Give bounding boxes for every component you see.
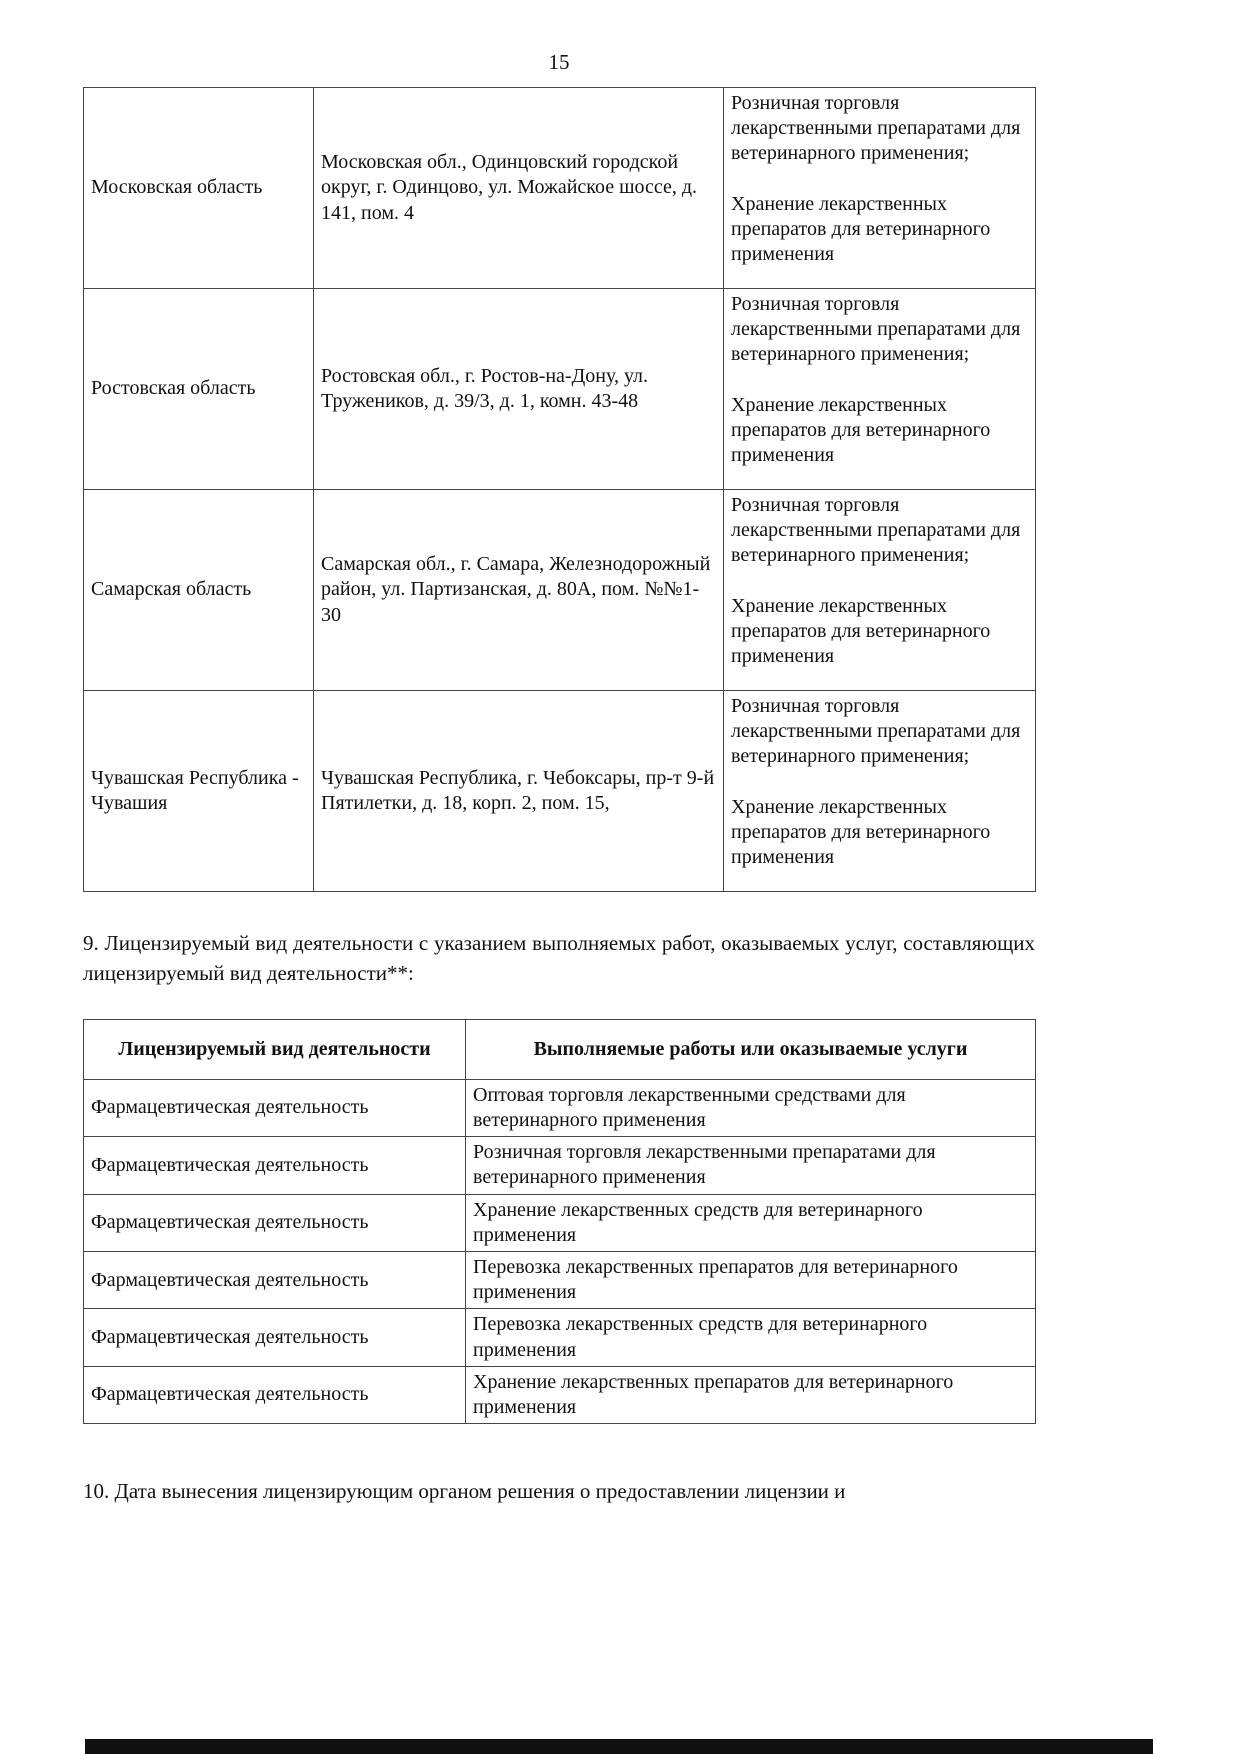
page-number: 15: [548, 50, 570, 74]
region-cell: Московская область: [84, 88, 314, 289]
activities-table: [83, 1019, 1036, 1424]
bottom-bar: [85, 1739, 1153, 1754]
region-cell: Самарская область: [84, 490, 314, 691]
table-row: [84, 490, 1036, 691]
table-row: [84, 1309, 1036, 1366]
section-9-paragraph: 9. Лицензируемый вид деятельности с указанием выполняемых работ, оказываемых услуг, составляющих лицензируемый вид деятельности**:: [83, 931, 1035, 986]
table-row: [84, 289, 1036, 490]
activity-cell: Фармацевтическая деятельность: [84, 1194, 466, 1251]
section-10-paragraph: 10. Дата вынесения лицензирующим органом решения о предоставлении лицензии и: [83, 1479, 846, 1504]
table-row: [84, 691, 1036, 892]
works-cell: [724, 691, 1036, 892]
activity-cell: Фармацевтическая деятельность: [84, 1079, 466, 1136]
activity-cell: Фармацевтическая деятельность: [84, 1366, 466, 1423]
document-page: [83, 0, 1035, 1507]
works-cell: [724, 88, 1036, 289]
activity-cell: Фармацевтическая деятельность: [84, 1309, 466, 1366]
service-cell: Розничная торговля лекарственными препаратами для ветеринарного применения: [466, 1137, 1036, 1194]
works-retail: Розничная торговля лекарственными препаратами для ветеринарного применения;: [731, 494, 1021, 567]
service-cell: Хранение лекарственных препаратов для ветеринарного применения: [466, 1366, 1036, 1423]
table-row: [84, 1079, 1036, 1136]
addresses-table: [83, 87, 1036, 892]
service-cell: Оптовая торговля лекарственными средствами для ветеринарного применения: [466, 1079, 1036, 1136]
table-header-row: [84, 1019, 1036, 1079]
works-retail: Розничная торговля лекарственными препаратами для ветеринарного применения;: [731, 695, 1021, 768]
column-header-services: Выполняемые работы или оказываемые услуги: [466, 1019, 1036, 1079]
table-row: [84, 1252, 1036, 1309]
region-cell: Ростовская область: [84, 289, 314, 490]
address-cell: Чувашская Республика, г. Чебоксары, пр-т 9-й Пятилетки, д. 18, корп. 2, пом. 15,: [314, 691, 724, 892]
table-row: [84, 1366, 1036, 1423]
service-cell: Перевозка лекарственных препаратов для ветеринарного применения: [466, 1252, 1036, 1309]
activity-cell: Фармацевтическая деятельность: [84, 1137, 466, 1194]
column-header-activity: Лицензируемый вид деятельности: [84, 1019, 466, 1079]
works-storage: Хранение лекарственных препаратов для ветеринарного применения: [731, 192, 991, 265]
works-retail: Розничная торговля лекарственными препаратами для ветеринарного применения;: [731, 293, 1021, 366]
table-row: [84, 1137, 1036, 1194]
service-cell: Перевозка лекарственных средств для ветеринарного применения: [466, 1309, 1036, 1366]
address-cell: Московская обл., Одинцовский городской округ, г. Одинцово, ул. Можайское шоссе, д. 141, пом. 4: [314, 88, 724, 289]
table-row: [84, 1194, 1036, 1251]
works-retail: Розничная торговля лекарственными препаратами для ветеринарного применения;: [731, 92, 1021, 165]
table-row: [84, 88, 1036, 289]
works-cell: [724, 289, 1036, 490]
address-cell: Ростовская обл., г. Ростов-на-Дону, ул. Тружеников, д. 39/3, д. 1, комн. 43-48: [314, 289, 724, 490]
activity-cell: Фармацевтическая деятельность: [84, 1252, 466, 1309]
works-storage: Хранение лекарственных препаратов для ветеринарного применения: [731, 594, 991, 667]
works-storage: Хранение лекарственных препаратов для ветеринарного применения: [731, 393, 991, 466]
works-storage: Хранение лекарственных препаратов для ветеринарного применения: [731, 795, 991, 868]
works-cell: [724, 490, 1036, 691]
service-cell: Хранение лекарственных средств для ветеринарного применения: [466, 1194, 1036, 1251]
region-cell: Чувашская Республика - Чувашия: [84, 691, 314, 892]
address-cell: Самарская обл., г. Самара, Железнодорожный район, ул. Партизанская, д. 80А, пом. №№1-30: [314, 490, 724, 691]
